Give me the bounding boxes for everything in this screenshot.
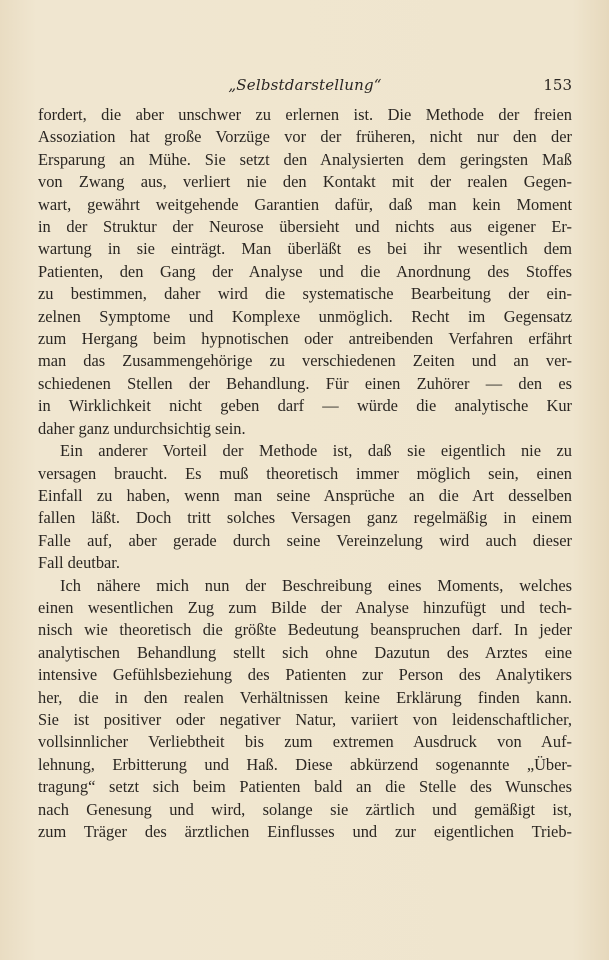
running-head: „Selbstdarstellung“ <box>228 76 382 94</box>
text-line: fordert, die aber unschwer zu erlernen ist. Die Methode der freien <box>38 105 572 124</box>
text-line: versagen braucht. Es muß theoretisch immer möglich sein, einen <box>38 463 572 483</box>
text-line: Falle auf, aber gerade durch seine Vereinzelung wird auch dieser <box>38 530 572 550</box>
page-number: 153 <box>543 76 572 94</box>
text-line: wart, gewährt weitgehende Garantien dafür, daß man kein Moment <box>38 194 572 214</box>
text-line: analytischen Behandlung stellt sich ohne Dazutun des Arztes eine <box>38 642 572 662</box>
text-line: zum Träger des ärztlichen Einflusses und zur eigentlichen Trieb- <box>38 822 572 841</box>
text-line: tragung“ setzt sich beim Patienten bald an die Stelle des Wunsches <box>38 777 572 797</box>
text-line: in Wirklichkeit nicht geben darf — würde die analytische Kur <box>38 396 572 416</box>
paragraph-1 <box>38 104 572 440</box>
text-line: Patienten, den Gang der Analyse und die Anordnung des Stoffes <box>38 261 572 281</box>
text-line: nisch wie theoretisch die größte Bedeutung beanspruchen darf. In jeder <box>38 620 572 640</box>
text-line: schiedenen Stellen der Behandlung. Für einen Zuhörer — den es <box>38 373 572 393</box>
text-line: Sie ist positiver oder negativer Natur, variiert von leidenschaftlicher, <box>38 709 572 729</box>
text-line: von Zwang aus, verliert nie den Kontakt mit der realen Gegen- <box>38 172 572 192</box>
text-line: nach Genesung und wird, solange sie zärtlich und gemäßigt ist, <box>38 799 572 819</box>
text-line: zum Hergang beim hypnotischen oder antreibenden Verfahren erfährt <box>38 329 572 349</box>
text-line: lehnung, Erbitterung und Haß. Diese abkürzend sogenannte „Über- <box>38 754 572 774</box>
text-line: Fall deutbar. <box>38 553 120 573</box>
page-header <box>38 76 572 98</box>
text-line: intensive Gefühlsbeziehung des Patienten zur Person des Analytikers <box>38 665 572 685</box>
body-text <box>38 104 572 843</box>
text-line: daher ganz undurchsichtig sein. <box>38 418 246 438</box>
text-line: Einfall zu haben, wenn man seine Ansprüche an die Art desselben <box>38 485 572 505</box>
text-line: in der Struktur der Neurose übersieht und nichts aus eigener Er- <box>38 217 572 237</box>
text-line: Ersparung an Mühe. Sie setzt den Analysierten dem geringsten Maß <box>38 149 572 169</box>
paragraph-3 <box>38 575 572 844</box>
text-line: vollsinnlicher Verliebtheit bis zum extremen Ausdruck von Auf- <box>38 732 572 752</box>
text-line: Assoziation hat große Vorzüge vor der früheren, nicht nur den der <box>38 127 572 147</box>
text-line: her, die in den realen Verhältnissen keine Erklärung finden kann. <box>38 687 572 707</box>
text-line: man das Zusammengehörige zu verschiedenen Zeiten und an ver- <box>38 351 572 371</box>
text-line: wartung in sie einträgt. Man überläßt es bei ihr wesentlich dem <box>38 239 572 259</box>
paragraph-2 <box>38 440 572 574</box>
text-line: einen wesentlichen Zug zum Bilde der Analyse hinzufügt und tech- <box>38 597 572 617</box>
text-line: zelnen Symptome und Komplexe unmöglich. Recht im Gegensatz <box>38 306 572 326</box>
text-line: fallen läßt. Doch tritt solches Versagen ganz regelmäßig in einem <box>38 508 572 528</box>
text-line: zu bestimmen, daher wird die systematische Bearbeitung der ein- <box>38 284 572 304</box>
text-line: Ich nähere mich nun der Beschreibung eines Moments, welches <box>60 575 572 595</box>
text-line: Ein anderer Vorteil der Methode ist, daß sie eigentlich nie zu <box>60 441 572 461</box>
